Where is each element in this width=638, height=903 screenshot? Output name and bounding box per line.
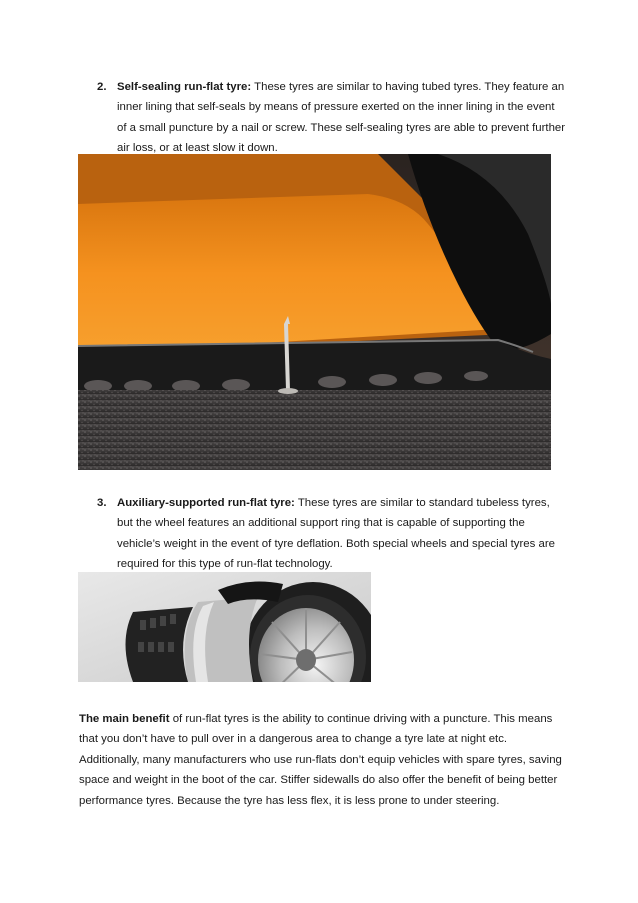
list-number: 2. [97, 81, 107, 93]
list-item-description: These tyres are similar to standard tubeless tyres, but the wheel features an additional support ring that is capable of supporting the vehicle’s weight in the event of tyre deflation. Both special wheels and special tyres are required for this type of run-flat technology. [117, 497, 555, 571]
self-sealing-tyre-image [78, 154, 551, 470]
auxiliary-support-wheel-image [78, 572, 371, 682]
list-item-auxiliary-supported [97, 493, 567, 575]
list-item-text [117, 77, 567, 159]
main-benefit-paragraph [79, 709, 569, 811]
list-item-text [117, 493, 567, 575]
list-item-term: Auxiliary-supported run-flat tyre: [117, 497, 295, 509]
paragraph-lead: The main benefit [79, 713, 170, 725]
list-number: 3. [97, 497, 107, 509]
list-item-term: Self-sealing run-flat tyre: [117, 81, 252, 93]
list-item-description: These tyres are similar to having tubed tyres. They feature an inner lining that self-seals by means of pressure exerted on the inner lining in the event of a small puncture by a nail or screw. These self-sealing tyres are able to prevent further air loss, or at least slow it down. [117, 81, 566, 155]
list-item-self-sealing [97, 77, 567, 159]
paragraph-text: of run-flat tyres is the ability to continue driving with a puncture. This means that you don’t have to pull over in a dangerous area to change a tyre late at night etc. Additionally, many manufacturers who use run-flats don’t equip vehicles with spare tyres, saving space and weight in the boot of the car. Stiffer sidewalls do also offer the benefit of being better performance tyres. Because the tyre has less flex, it is less prone to under steering. [79, 713, 562, 807]
self-sealing-tyre-illustration [78, 154, 551, 470]
auxiliary-support-wheel-illustration [78, 572, 371, 682]
